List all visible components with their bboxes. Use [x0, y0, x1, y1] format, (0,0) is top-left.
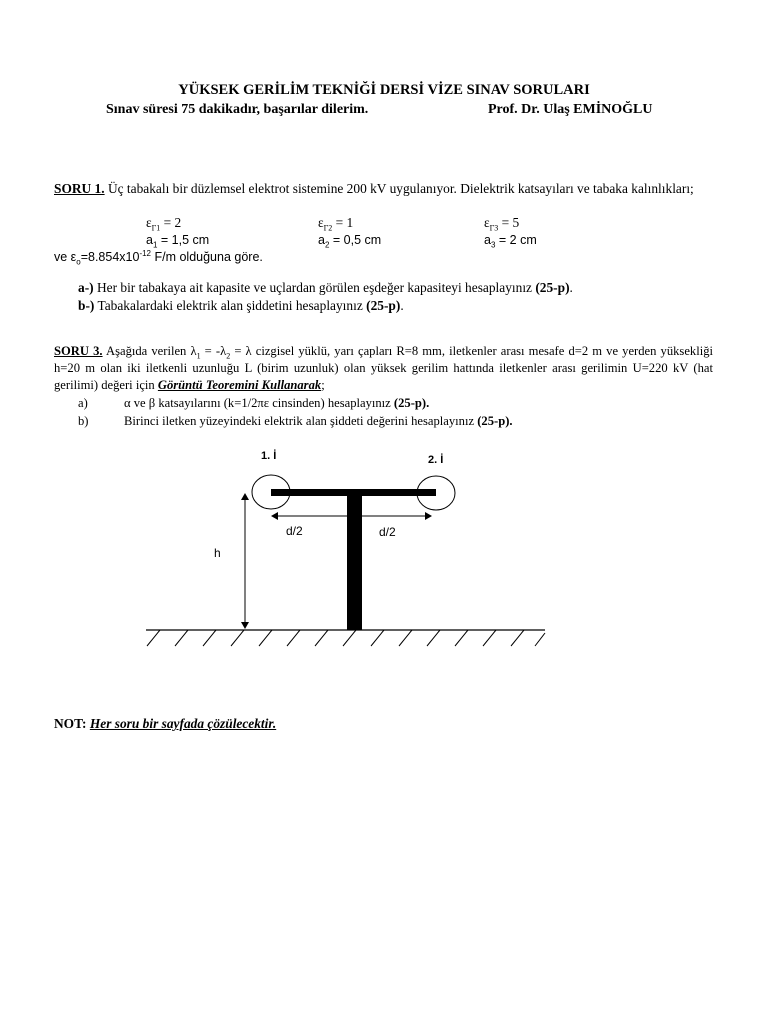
q1-part-a: a-) Her bir tabakaya ait kapasite ve uçlardan görülen eşdeğer kapasiteyi hesaplayınız (25-p). — [78, 280, 573, 295]
q3-part-b: Birinci iletken yüzeyindeki elektrik alan şiddeti değerini hesaplayınız (25-p). — [124, 414, 513, 428]
conductor-1-label: 1. İ — [261, 450, 277, 462]
q3-part-a: α ve β katsayılarını (k=1/2πε cinsinden) hesaplayınız (25-p). — [124, 396, 430, 410]
q3-part-b-label: b) — [78, 414, 89, 428]
exam-note — [54, 715, 276, 732]
q3-label: SORU 3. — [54, 344, 103, 358]
exam-duration: Sınav süresi 75 dakikadır, başarılar dilerim. — [106, 102, 369, 117]
q1-intro-text: Üç tabakalı bir düzlemsel elektrot sistemine 200 kV uygulanıyor. Dielektrik katsayıları ve tabaka kalınlıkları; — [104, 181, 694, 196]
half-distance-right: d/2 — [379, 525, 396, 539]
q1-eps2: $\varepsilon_{\Gamma 2} = 1$ — [318, 215, 354, 233]
height-label: h — [214, 546, 221, 560]
q1-thickness3: $a_3 = 2$ cm — [484, 233, 537, 250]
note-label: NOT: — [54, 716, 87, 731]
instructor-name: Prof. Dr. Ulaş EMİNOĞLU — [488, 102, 653, 117]
q3-method: Görüntü Teoremini Kullanarak — [157, 378, 322, 392]
q1-thickness2: $a_2 = 0,5$ cm — [318, 233, 382, 250]
note-text: Her soru bir sayfada çözülecektir. — [89, 716, 277, 731]
q1-intro — [54, 180, 713, 197]
half-distance-left: d/2 — [286, 524, 303, 538]
q1-eps3: $\varepsilon_{\Gamma 3} = 5$ — [484, 215, 520, 233]
q1-thickness1: $a_1 = 1,5$ cm — [146, 233, 210, 250]
q1-label: SORU 1. — [54, 181, 105, 196]
transmission-line-figure — [0, 440, 768, 660]
q3-part-a-label: a) — [78, 396, 88, 410]
q1-eps0: ve $\varepsilon_o=8.854x10^{-12}$ F/m olduğuna göre. — [54, 248, 263, 267]
exam-title: YÜKSEK GERİLİM TEKNİĞİ DERSİ VİZE SINAV SORULARI — [178, 82, 590, 98]
q1-eps1: $\varepsilon_{\Gamma 1} = 2$ — [146, 215, 182, 233]
conductor-2-label: 2. İ — [428, 454, 444, 466]
cross-arm — [271, 489, 436, 496]
q1-part-b: b-) Tabakalardaki elektrik alan şiddetini hesaplayınız (25-p). — [78, 298, 404, 313]
ground-hatching — [147, 630, 545, 646]
q3-intro: SORU 3. Aşağıda verilen $\lambda_1 = -\lambda_2 = \lambda$ cizgisel yüklü, yarı çapları R=8 mm, iletkenler arası mesafe d=2 m ve yerden yüksekliği h=20 m olan iki iletkenli uzunluğu L (birim uzunluk) olan yüksek gerilim hattında iletkenler arası gerilimin U=220 kV (hat gerilimi) değeri için Görüntü Teoremini Kullanarak; — [54, 344, 714, 392]
